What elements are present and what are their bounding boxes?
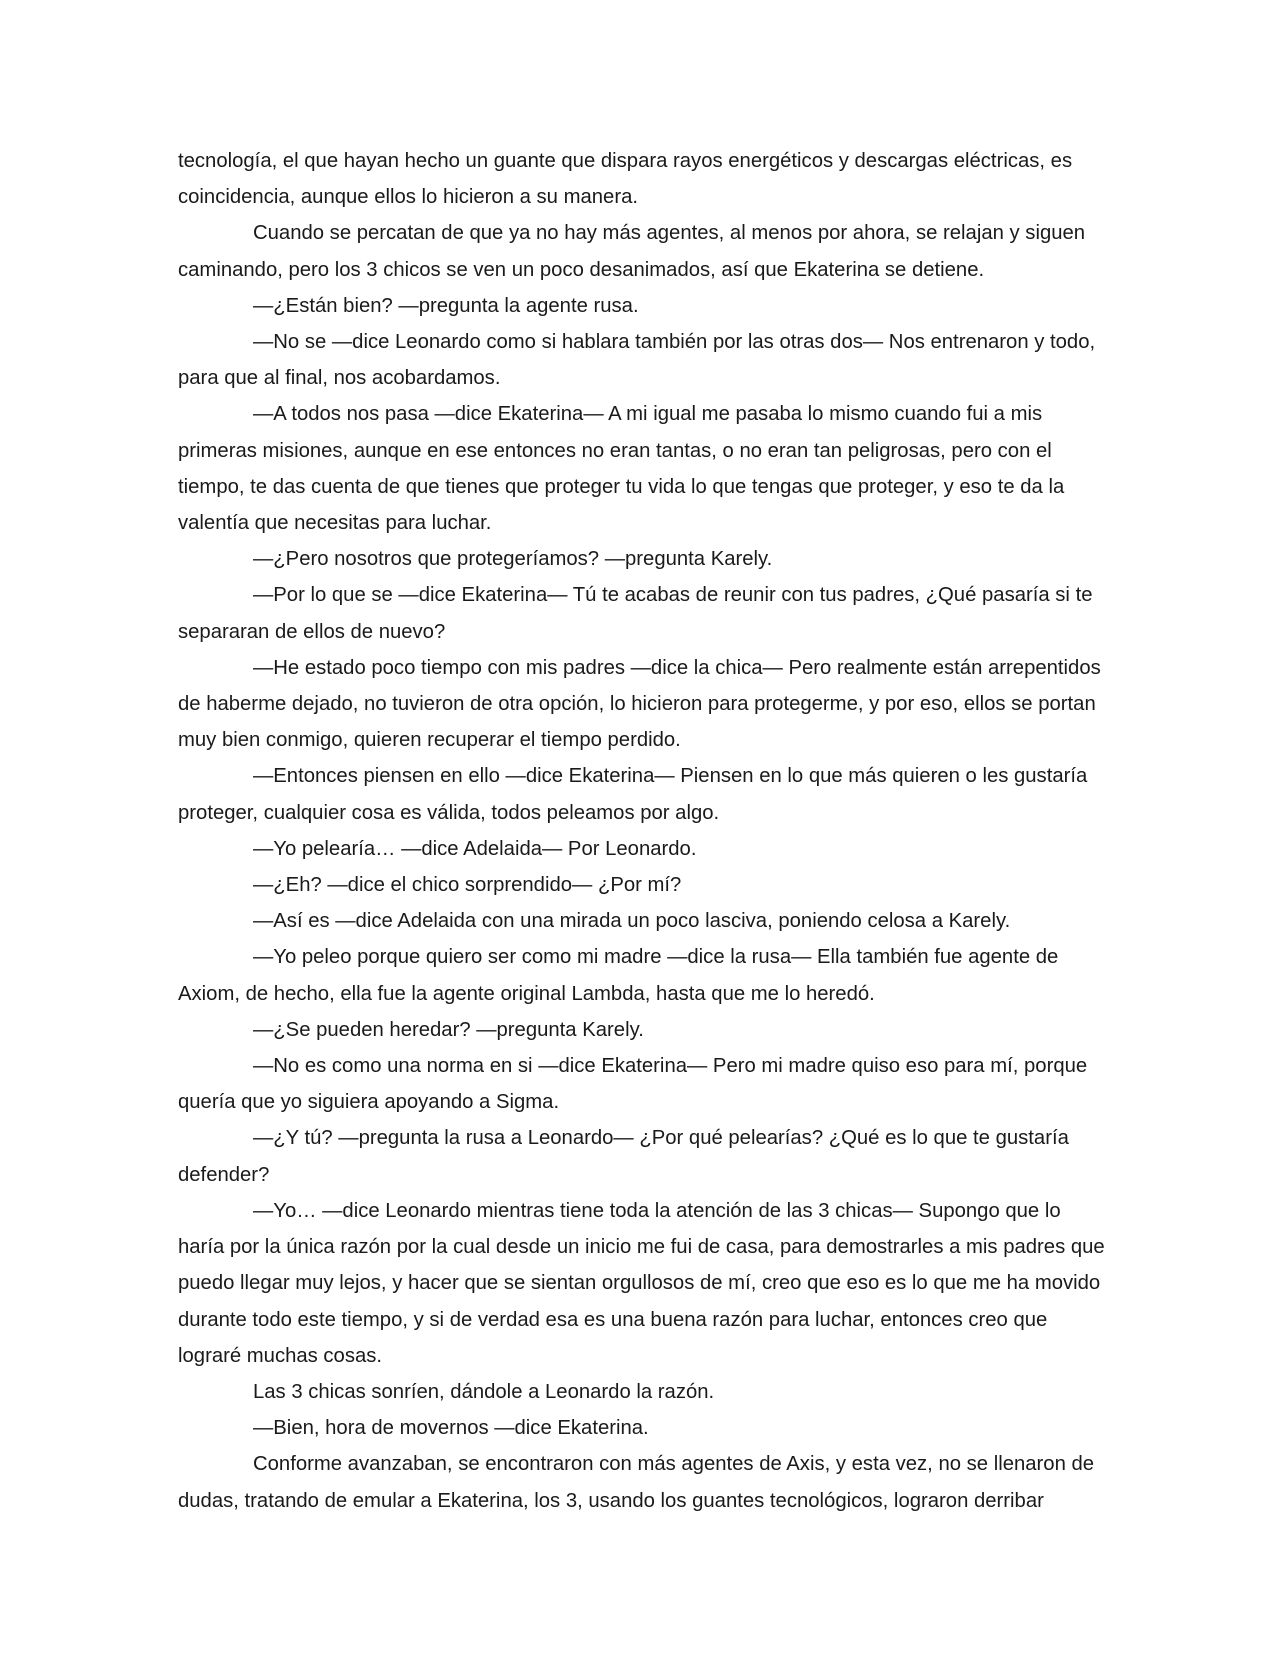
paragraph: —Bien, hora de movernos —dice Ekaterina. [253, 1417, 649, 1440]
paragraph: —¿Se pueden heredar? —pregunta Karely. [253, 1018, 644, 1041]
paragraph: —Así es —dice Adelaida con una mirada un poco lasciva, poniendo celosa a Karely. [253, 910, 1011, 933]
paragraph: —No es como una norma en si —dice Ekaterina— Pero mi madre quiso eso para mí, porque quería que yo siguiera apoyando a Sigma. [178, 1055, 1088, 1114]
paragraph: —¿Eh? —dice el chico sorprendido— ¿Por mí? [253, 874, 682, 897]
paragraph: —¿Están bien? —pregunta la agente rusa. [253, 294, 639, 317]
paragraph: —Por lo que se —dice Ekaterina— Tú te acabas de reunir con tus padres, ¿Qué pasaría si te separaran de ellos de nuevo? [178, 584, 1093, 643]
paragraph: —He estado poco tiempo con mis padres —dice la chica— Pero realmente están arrepentidos de haberme dejado, no tuvieron de otra opción, lo hicieron para protegerme, y por eso, ellos se portan muy bien conmigo, quieren recuperar el tiempo perdido. [178, 656, 1101, 752]
paragraph: Conforme avanzaban, se encontraron con más agentes de Axis, y esta vez, no se llenaron de dudas, tratando de emular a Ekaterina, los 3, usando los guantes tecnológicos, lograron derribar [178, 1453, 1095, 1512]
paragraph: tecnología, el que hayan hecho un guante que dispara rayos energéticos y descargas eléctricas, es coincidencia, aunque ellos lo hicieron a su manera. [178, 150, 1073, 209]
paragraph: —Entonces piensen en ello —dice Ekaterina— Piensen en lo que más quieren o les gustaría proteger, cualquier cosa es válida, todos peleamos por algo. [178, 765, 1088, 824]
paragraph: Cuando se percatan de que ya no hay más agentes, al menos por ahora, se relajan y siguen caminando, pero los 3 chicos se ven un poco desanimados, así que Ekaterina se detiene. [178, 222, 1086, 281]
paragraph: —¿Pero nosotros que protegeríamos? —pregunta Karely. [253, 548, 773, 571]
paragraph: —Yo pelearía… —dice Adelaida— Por Leonardo. [253, 837, 697, 860]
paragraph: —¿Y tú? —pregunta la rusa a Leonardo— ¿Por qué pelearías? ¿Qué es lo que te gustaría defender? [178, 1127, 1069, 1186]
paragraph: —A todos nos pasa —dice Ekaterina— A mi igual me pasaba lo mismo cuando fui a mis primeras misiones, aunque en ese entonces no eran tantas, o no eran tan peligrosas, pero con el tiempo, te das cuenta de que tienes que proteger tu vida lo que tengas que proteger, y eso te da la valentía que necesitas para luchar. [178, 403, 1065, 535]
paragraph: Las 3 chicas sonríen, dándole a Leonardo la razón. [253, 1380, 715, 1403]
paragraph: —Yo peleo porque quiero ser como mi madre —dice la rusa— Ella también fue agente de Axiom, de hecho, ella fue la agente original Lambda, hasta que me lo heredó. [178, 946, 1059, 1005]
paragraph: —Yo… —dice Leonardo mientras tiene toda la atención de las 3 chicas— Supongo que lo haría por la única razón por la cual desde un inicio me fui de casa, para demostrarles a mis padres que puedo llegar muy lejos, y hacer que se sientan orgullosos de mí, creo que eso es lo que me ha movido durante todo este tiempo, y si de verdad esa es una buena razón para luchar, entonces creo que lograré muchas cosas. [178, 1199, 1105, 1367]
body-text [178, 143, 1106, 1519]
paragraph: —No se —dice Leonardo como si hablara también por las otras dos— Nos entrenaron y todo, para que al final, nos acobardamos. [178, 331, 1096, 390]
